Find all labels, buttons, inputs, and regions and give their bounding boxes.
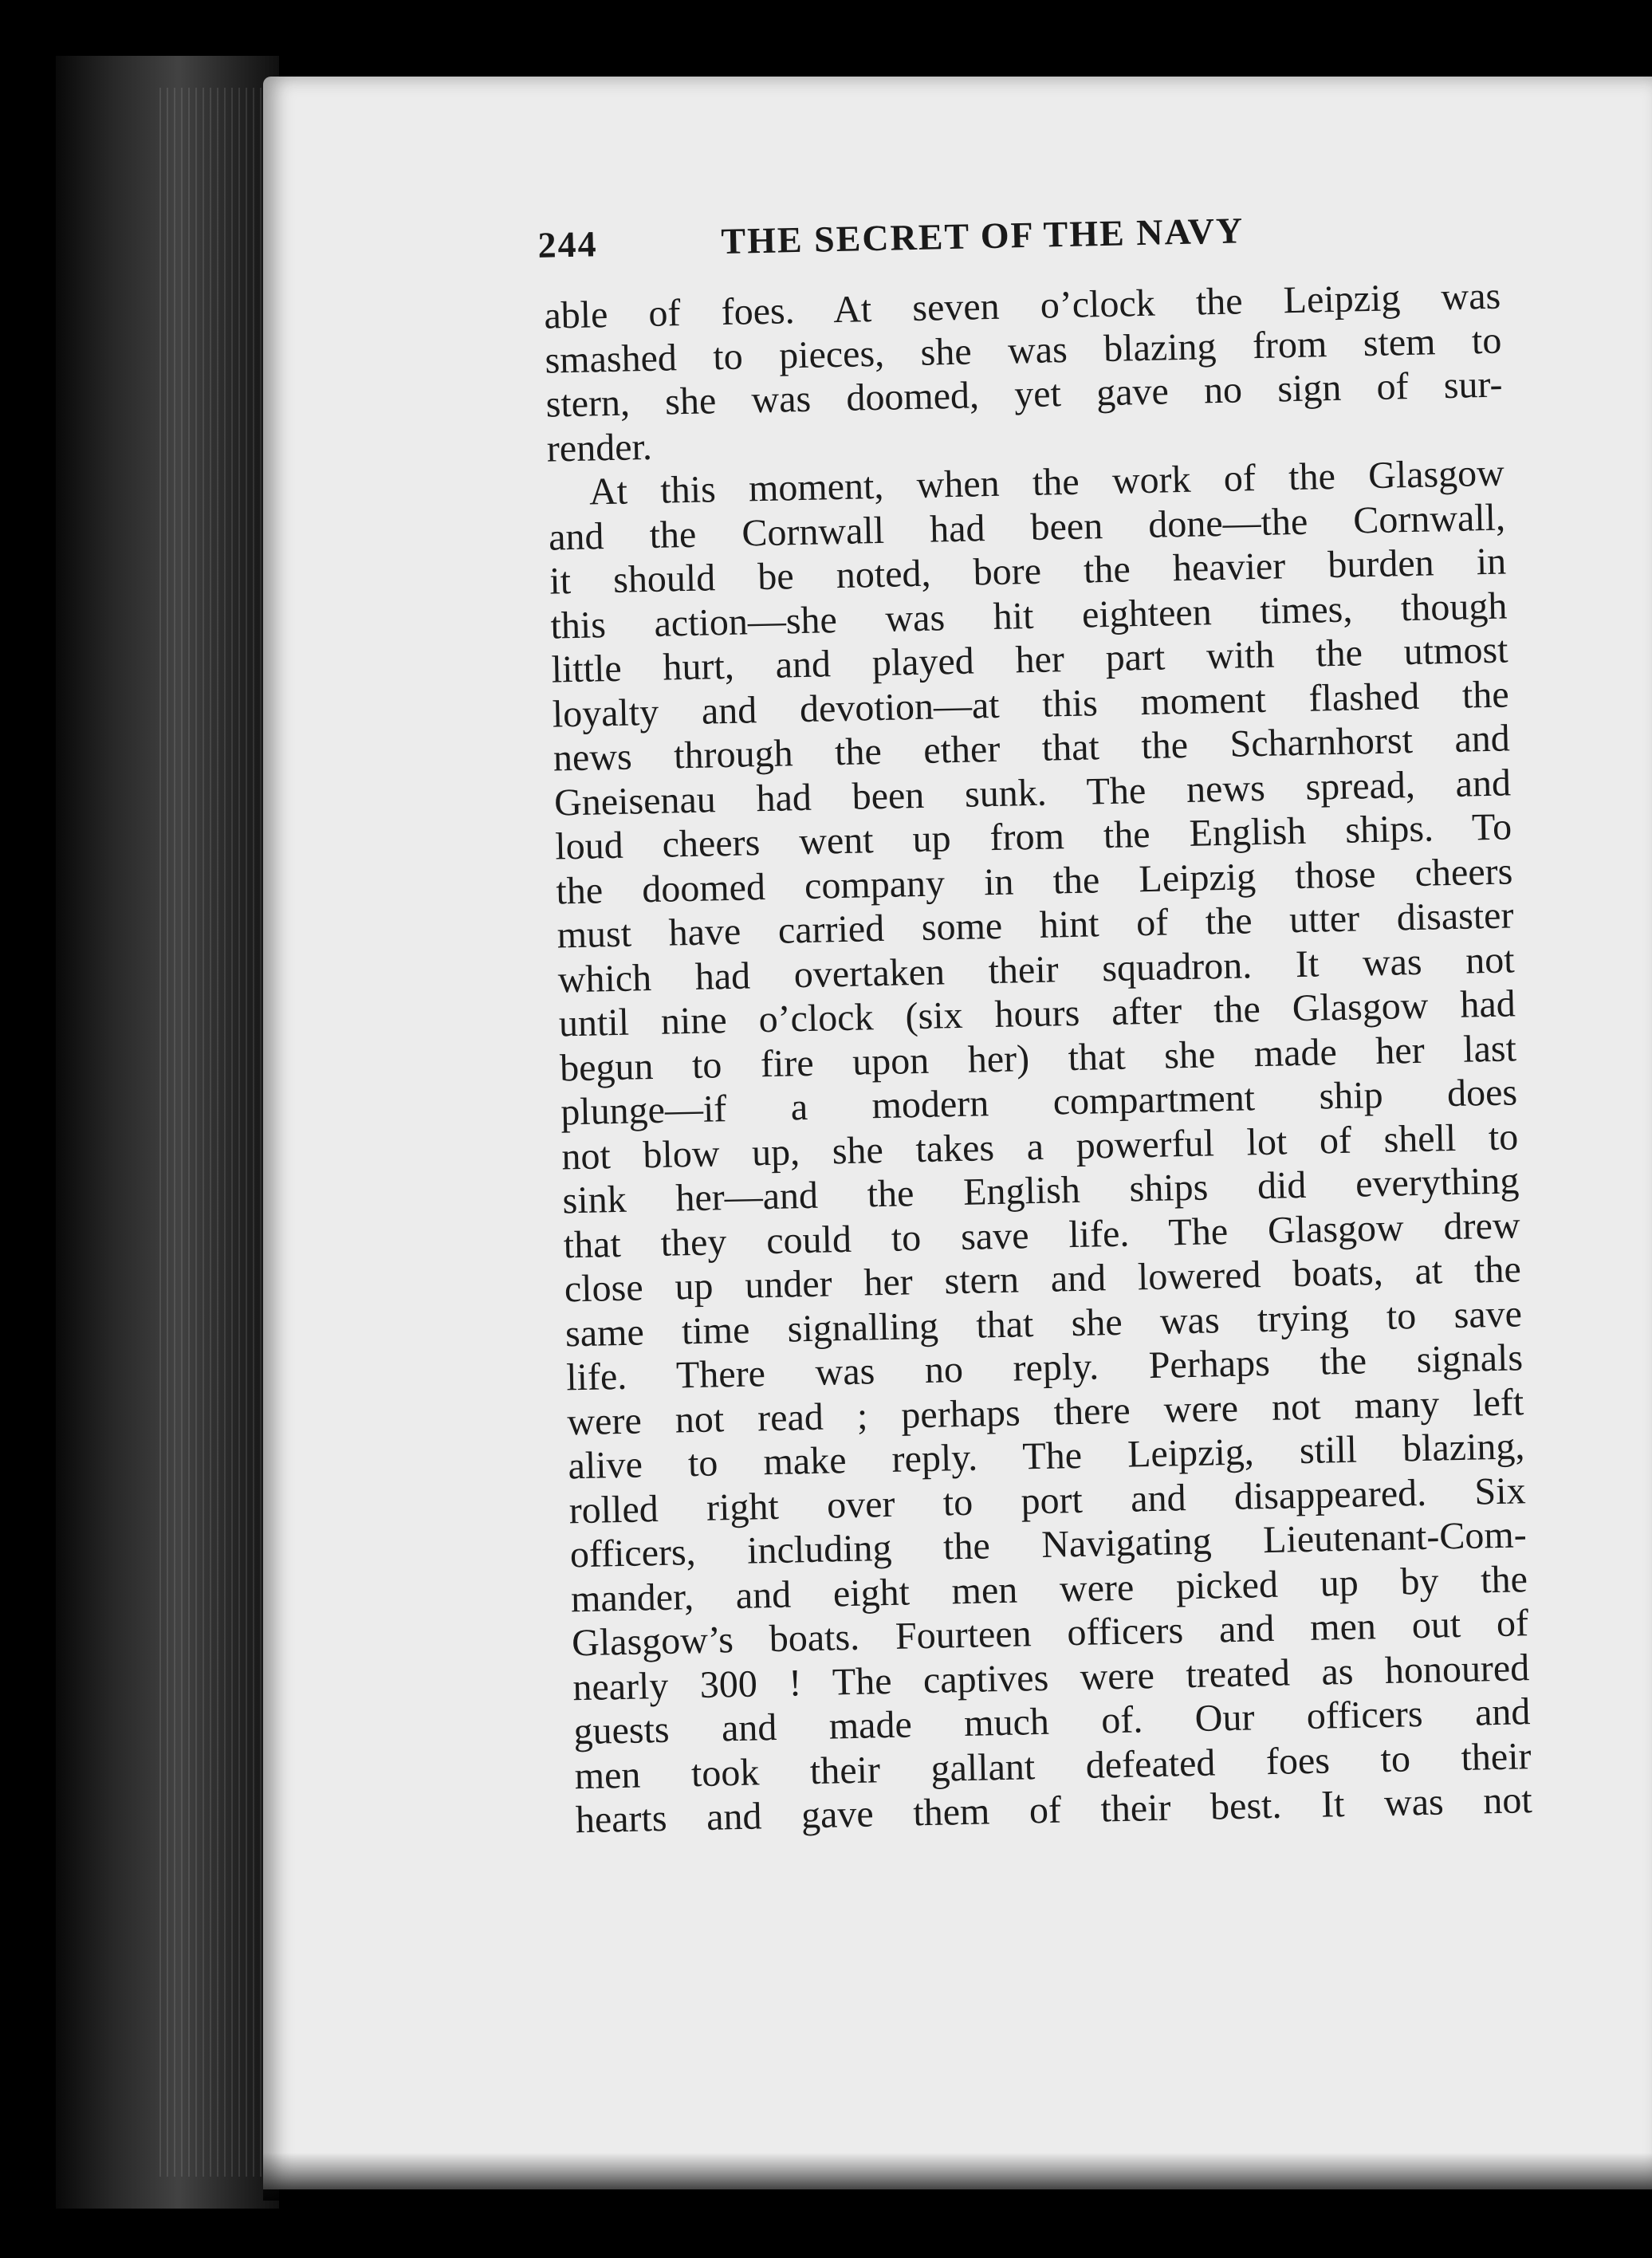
text-line: the doomed company in the Leipzig those cheers [555, 849, 1513, 913]
text-line: life. There was no reply. Perhaps the signals [565, 1336, 1524, 1399]
body-text [544, 274, 1532, 1843]
text-line: render. [546, 425, 653, 470]
spine-texture [159, 88, 263, 2177]
text-line: loyalty and devotion—at this moment flashed the [552, 672, 1510, 736]
page-header [537, 207, 1335, 280]
text-line: Gneisenau had been sunk. The news spread, and [553, 761, 1512, 824]
text-line: same time signalling that she was trying to save [564, 1292, 1523, 1355]
text-line: which had overtaken their squadron. It was not [557, 938, 1516, 1001]
page-bottom-shadow [263, 2153, 1652, 2201]
page-content [263, 48, 1652, 2189]
text-line: men took their gallant defeated foes to their [574, 1734, 1532, 1797]
text-line: sink her—and the English ships did everything [562, 1159, 1520, 1222]
text-line: must have carried some hint of the utter disaster [557, 894, 1514, 957]
text-line: guests and made much of. Our officers and [573, 1690, 1531, 1753]
text-line: plunge—if a modern compartment ship does [560, 1071, 1518, 1134]
text-line: close up under her stern and lowered boats, at the [564, 1248, 1522, 1311]
text-line: able of foes. At seven o’clock the Leipzig was [543, 274, 1501, 337]
text-line: hearts and gave them of their best. It was not [575, 1779, 1533, 1842]
text-line: mander, and eight men were picked up by the [570, 1557, 1528, 1620]
text-line: loud cheers went up from the English ships. To [554, 805, 1512, 868]
text-line: At this moment, when the work of the Glasgow [588, 451, 1505, 513]
text-line: smashed to pieces, she was blazing from stem to [544, 319, 1502, 382]
text-line: news through the ether that the Scharnhorst and [553, 717, 1511, 780]
text-line: rolled right over to port and disappeared. Six [568, 1469, 1527, 1532]
text-line: this action—she was hit eighteen times, though [549, 584, 1508, 647]
text-line: stern, she was doomed, yet gave no sign of sur- [545, 363, 1503, 426]
text-line: were not read ; perhaps there were not many left [566, 1380, 1524, 1443]
text-line: nearly 300 ! The captives were treated as honoured [572, 1646, 1530, 1709]
text-line: until nine o’clock (six hours after the Glasgow had [558, 982, 1516, 1045]
page-number: 244 [537, 223, 599, 266]
text-line: Glasgow’s boats. Fourteen officers and men out of [571, 1602, 1529, 1665]
text-line: not blow up, she takes a powerful lot of shell to [560, 1115, 1519, 1178]
text-line: begun to fire upon her) that she made her last [559, 1026, 1517, 1089]
text-line: that they could to save life. The Glasgow drew [563, 1203, 1521, 1266]
text-line: it should be noted, bore the heavier burden in [549, 540, 1507, 603]
text-line: officers, including the Navigating Lieutenant-Com- [569, 1513, 1528, 1576]
text-line: little hurt, and played her part with the utmost [551, 628, 1508, 691]
running-head: THE SECRET OF THE NAVY [720, 210, 1245, 262]
text-line: alive to make reply. The Leipzig, still blazing, [568, 1425, 1525, 1488]
text-line: and the Cornwall had been done—the Cornwall, [548, 496, 1506, 559]
